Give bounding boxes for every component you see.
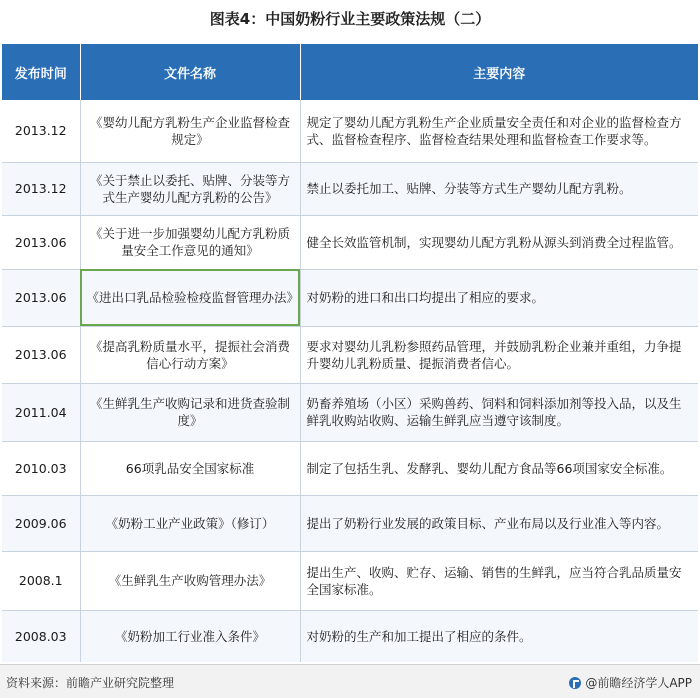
cell-content: 健全长效监管机制，实现婴幼儿配方乳粉从源头到消费全过程监管。 (300, 215, 698, 269)
table-row (2, 441, 698, 495)
cell-name: 《提高乳粉质量水平，提振社会消费信心行动方案》 (80, 326, 300, 383)
cell-date: 2013.12 (2, 100, 80, 162)
cell-name: 《奶粉加工行业准入条件》 (80, 610, 300, 662)
table-row (2, 326, 698, 383)
cell-date: 2013.06 (2, 269, 80, 326)
cell-date: 2011.04 (2, 383, 80, 441)
header-name: 文件名称 (80, 44, 300, 100)
cell-name: 《婴幼儿配方乳粉生产企业监督检查规定》 (80, 100, 300, 162)
brand-logo-icon (569, 677, 581, 689)
table-row (2, 495, 698, 551)
header-content: 主要内容 (300, 44, 698, 100)
cell-name: 66项乳品安全国家标准 (80, 441, 300, 495)
cell-name: 《关于禁止以委托、贴牌、分装等方式生产婴幼儿配方乳粉的公告》 (80, 162, 300, 215)
cell-content: 奶畜养殖场（小区）采购兽药、饲料和饲料添加剂等投入品，以及生鲜乳收购站收购、运输生鲜乳应当遵守该制度。 (300, 383, 698, 441)
cell-date: 2013.06 (2, 215, 80, 269)
cell-name: 《生鲜乳生产收购记录和进货查验制度》 (80, 383, 300, 441)
source-note: 资料来源：前瞻产业研究院整理 (6, 676, 175, 690)
cell-content: 提出了奶粉行业发展的政策目标、产业布局以及行业准入等内容。 (300, 495, 698, 551)
cell-content: 制定了包括生乳、发酵乳、婴幼儿配方食品等66项国家安全标准。 (300, 441, 698, 495)
table-row (2, 551, 698, 610)
table-row (2, 383, 698, 441)
brand-credit (569, 674, 692, 691)
cell-content: 规定了婴幼儿配方乳粉生产企业质量安全责任和对企业的监督检查方式、监督检查程序、监督检查结果处理和监督检查工作要求等。 (300, 100, 698, 162)
cell-name: 《关于进一步加强婴幼儿配方乳粉质量安全工作意见的通知》 (80, 215, 300, 269)
cell-content: 提出生产、收购、贮存、运输、销售的生鲜乳，应当符合乳品质量安全国家标准。 (300, 551, 698, 610)
policy-table (2, 44, 698, 662)
cell-date: 2013.12 (2, 162, 80, 215)
brand-label: @前瞻经济学人APP (585, 676, 692, 690)
table-row (2, 215, 698, 269)
table-row (2, 269, 698, 326)
cell-date: 2010.03 (2, 441, 80, 495)
cell-date: 2013.06 (2, 326, 80, 383)
figure-title: 图表4：中国奶粉行业主要政策法规（二） (209, 10, 491, 28)
cell-content: 禁止以委托加工、贴牌、分装等方式生产婴幼儿配方乳粉。 (300, 162, 698, 215)
cell-date: 2008.1 (2, 551, 80, 610)
footer-bar (0, 664, 700, 698)
table-row (2, 162, 698, 215)
table-header-row (2, 44, 698, 100)
cell-name: 《奶粉工业产业政策》（修订） (80, 495, 300, 551)
cell-name-highlighted: 《进出口乳品检验检疫监督管理办法》 (80, 269, 300, 326)
table-row (2, 100, 698, 162)
cell-content: 要求对婴幼儿乳粉参照药品管理，并鼓励乳粉企业兼并重组，力争提升婴幼儿乳粉质量、提振消费者信心。 (300, 326, 698, 383)
cell-content: 对奶粉的进口和出口均提出了相应的要求。 (300, 269, 698, 326)
cell-content: 对奶粉的生产和加工提出了相应的条件。 (300, 610, 698, 662)
cell-name: 《生鲜乳生产收购管理办法》 (80, 551, 300, 610)
header-date: 发布时间 (2, 44, 80, 100)
cell-date: 2009.06 (2, 495, 80, 551)
table-row (2, 610, 698, 662)
cell-date: 2008.03 (2, 610, 80, 662)
